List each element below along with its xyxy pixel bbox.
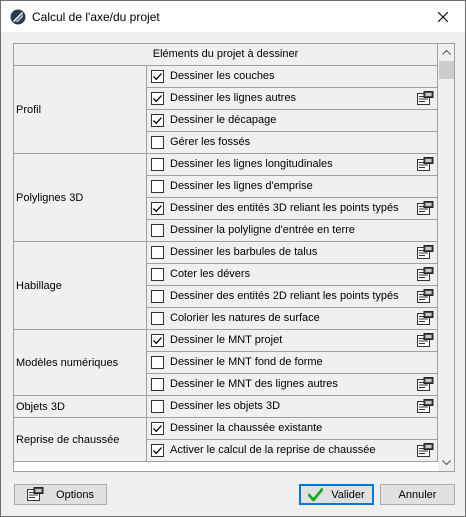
scroll-thumb[interactable] bbox=[439, 61, 454, 79]
row-checkbox[interactable] bbox=[151, 246, 164, 259]
checkmark-icon bbox=[152, 93, 163, 104]
settings-sheet-icon[interactable] bbox=[417, 333, 434, 348]
group-label: Modèles numériques bbox=[14, 330, 147, 396]
checkmark-icon bbox=[152, 203, 163, 214]
row-label: Dessiner le décapage bbox=[170, 114, 277, 126]
option-row[interactable] bbox=[147, 440, 438, 462]
settings-sheet-icon[interactable] bbox=[417, 443, 434, 458]
option-row[interactable] bbox=[147, 352, 438, 374]
row-label: Dessiner le MNT fond de forme bbox=[170, 356, 323, 368]
grid-header: Eléments du projet à dessiner bbox=[14, 44, 438, 66]
option-row[interactable] bbox=[147, 198, 438, 220]
row-label: Activer le calcul de la reprise de chaussée bbox=[170, 444, 376, 456]
settings-sheet-icon[interactable] bbox=[417, 311, 434, 326]
option-row[interactable] bbox=[147, 418, 438, 440]
checkmark-icon bbox=[152, 423, 163, 434]
row-label: Coter les dévers bbox=[170, 268, 251, 280]
option-row[interactable] bbox=[147, 154, 438, 176]
annuler-button-label: Annuler bbox=[398, 488, 437, 501]
row-checkbox[interactable] bbox=[151, 290, 164, 303]
option-row[interactable] bbox=[147, 66, 438, 88]
group-label: Polylignes 3D bbox=[14, 154, 147, 242]
option-row[interactable] bbox=[147, 286, 438, 308]
row-label: Dessiner les lignes longitudinales bbox=[170, 158, 333, 170]
row-checkbox[interactable] bbox=[151, 136, 164, 149]
app-logo-icon bbox=[10, 9, 26, 25]
row-label: Dessiner la polyligne d'entrée en terre bbox=[170, 224, 355, 236]
row-checkbox[interactable] bbox=[151, 334, 164, 347]
row-label: Dessiner les barbules de talus bbox=[170, 246, 318, 258]
option-row[interactable] bbox=[147, 88, 438, 110]
elements-grid bbox=[13, 43, 455, 472]
group-label: Habillage bbox=[14, 242, 147, 330]
row-label: Dessiner le MNT des lignes autres bbox=[170, 378, 338, 390]
row-label: Dessiner les lignes d'emprise bbox=[170, 180, 313, 192]
row-checkbox[interactable] bbox=[151, 92, 164, 105]
option-row[interactable] bbox=[147, 220, 438, 242]
row-checkbox[interactable] bbox=[151, 180, 164, 193]
option-row[interactable] bbox=[147, 308, 438, 330]
valider-button[interactable] bbox=[299, 484, 374, 505]
row-checkbox[interactable] bbox=[151, 444, 164, 457]
row-checkbox[interactable] bbox=[151, 70, 164, 83]
option-row[interactable] bbox=[147, 242, 438, 264]
row-checkbox[interactable] bbox=[151, 312, 164, 325]
row-label: Dessiner les couches bbox=[170, 70, 275, 82]
options-button-label: Options bbox=[56, 488, 94, 501]
settings-sheet-icon[interactable] bbox=[417, 91, 434, 106]
checkmark-icon bbox=[152, 115, 163, 126]
close-button[interactable] bbox=[420, 1, 465, 32]
valider-button-label: Valider bbox=[331, 488, 365, 501]
settings-sheet-icon[interactable] bbox=[417, 245, 434, 260]
scroll-down-button[interactable] bbox=[438, 454, 455, 471]
option-row[interactable] bbox=[147, 132, 438, 154]
row-label: Colorier les natures de surface bbox=[170, 312, 320, 324]
row-checkbox[interactable] bbox=[151, 202, 164, 215]
row-checkbox[interactable] bbox=[151, 114, 164, 127]
scroll-up-button[interactable] bbox=[438, 44, 455, 61]
group-label: Reprise de chaussée bbox=[14, 418, 147, 462]
option-row[interactable] bbox=[147, 176, 438, 198]
checkmark-icon bbox=[152, 445, 163, 456]
row-checkbox[interactable] bbox=[151, 378, 164, 391]
option-row[interactable] bbox=[147, 330, 438, 352]
row-label: Dessiner les lignes autres bbox=[170, 92, 296, 104]
group-label: Profil bbox=[14, 66, 147, 154]
checkmark-icon bbox=[152, 71, 163, 82]
row-label: Dessiner des entités 3D reliant les points typés bbox=[170, 202, 399, 214]
window-title: Calcul de l'axe/du projet bbox=[32, 10, 160, 24]
row-checkbox[interactable] bbox=[151, 268, 164, 281]
option-row[interactable] bbox=[147, 374, 438, 396]
close-icon bbox=[438, 12, 448, 22]
settings-sheet-icon[interactable] bbox=[417, 157, 434, 172]
title-bar bbox=[1, 1, 465, 32]
row-checkbox[interactable] bbox=[151, 400, 164, 413]
annuler-button[interactable] bbox=[380, 484, 455, 505]
row-checkbox[interactable] bbox=[151, 422, 164, 435]
settings-sheet-icon[interactable] bbox=[417, 289, 434, 304]
options-button[interactable] bbox=[14, 484, 107, 505]
chevron-down-icon bbox=[442, 460, 451, 465]
row-label: Dessiner des entités 2D reliant les points typés bbox=[170, 290, 399, 302]
row-label: Dessiner les objets 3D bbox=[170, 400, 281, 412]
option-row[interactable] bbox=[147, 110, 438, 132]
settings-sheet-icon[interactable] bbox=[417, 201, 434, 216]
row-label: Dessiner le MNT projet bbox=[170, 334, 283, 346]
row-checkbox[interactable] bbox=[151, 224, 164, 237]
row-label: Dessiner la chaussée existante bbox=[170, 422, 323, 434]
green-check-icon bbox=[308, 488, 323, 502]
row-checkbox[interactable] bbox=[151, 356, 164, 369]
vertical-scrollbar[interactable] bbox=[438, 44, 455, 471]
settings-sheet-icon[interactable] bbox=[417, 399, 434, 414]
option-row[interactable] bbox=[147, 264, 438, 286]
option-row[interactable] bbox=[147, 396, 438, 418]
settings-sheet-icon[interactable] bbox=[417, 377, 434, 392]
row-checkbox[interactable] bbox=[151, 158, 164, 171]
group-label: Objets 3D bbox=[14, 396, 147, 418]
row-label: Gérer les fossés bbox=[170, 136, 251, 148]
settings-sheet-icon[interactable] bbox=[417, 267, 434, 282]
settings-sheet-icon bbox=[27, 487, 44, 502]
chevron-up-icon bbox=[442, 50, 451, 55]
checkmark-icon bbox=[152, 335, 163, 346]
